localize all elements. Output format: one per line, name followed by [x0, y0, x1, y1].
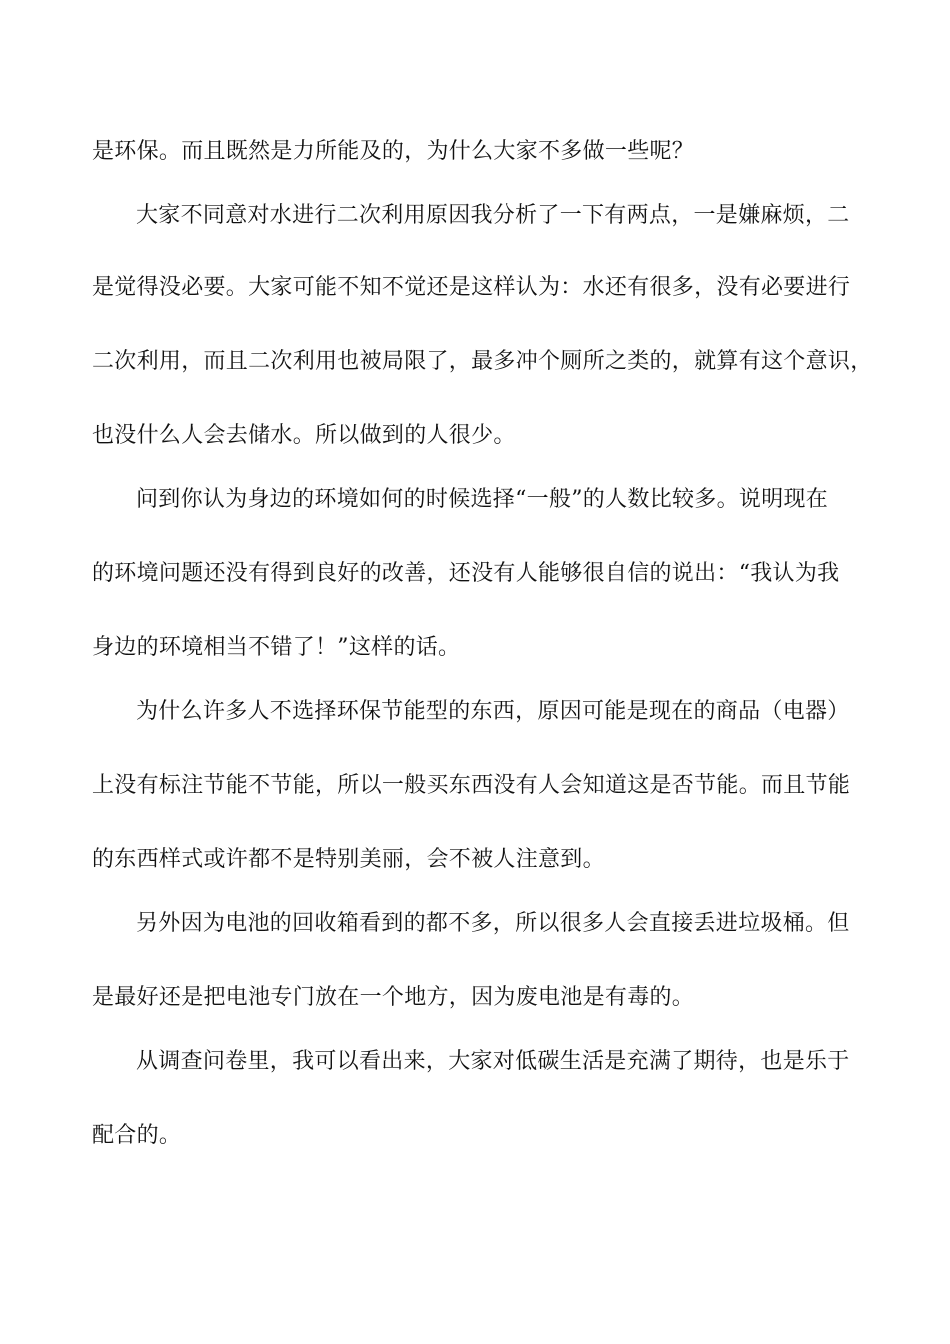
paragraph-first-line: 为什么许多人不选择环保节能型的东西，原因可能是现在的商品（电器） — [136, 699, 850, 724]
text-line: 上没有标注节能不节能，所以一般买东西没有人会知道这是否节能。而且节能 — [92, 773, 851, 798]
text-line: 也没什么人会去储水。所以做到的人很少。 — [92, 423, 516, 448]
paragraph-first-line: 问到你认为身边的环境如何的时候选择“一般”的人数比较多。说明现在 — [136, 487, 829, 512]
text-line: 是最好还是把电池专门放在一个地方，因为废电池是有毒的。 — [92, 985, 695, 1010]
text-line: 是环保。而且既然是力所能及的，为什么大家不多做一些呢？ — [92, 139, 695, 164]
text-line: 的环境问题还没有得到良好的改善，还没有人能够很自信的说出：“我认为我 — [92, 561, 840, 586]
text-line: 二次利用，而且二次利用也被局限了，最多冲个厕所之类的，就算有这个意识， — [92, 349, 873, 374]
text-line: 配合的。 — [92, 1123, 182, 1148]
text-line: 是觉得没必要。大家可能不知不觉还是这样认为：水还有很多，没有必要进行 — [92, 275, 851, 300]
text-line: 的东西样式或许都不是特别美丽，会不被人注意到。 — [92, 847, 605, 872]
text-line: 身边的环境相当不错了！”这样的话。 — [92, 635, 461, 660]
paragraph-first-line: 大家不同意对水进行二次利用原因我分析了一下有两点，一是嫌麻烦，二 — [136, 203, 850, 228]
paragraph-first-line: 从调查问卷里，我可以看出来，大家对低碳生活是充满了期待，也是乐于 — [136, 1049, 850, 1074]
paragraph-first-line: 另外因为电池的回收箱看到的都不多，所以很多人会直接丢进垃圾桶。但 — [136, 911, 850, 936]
